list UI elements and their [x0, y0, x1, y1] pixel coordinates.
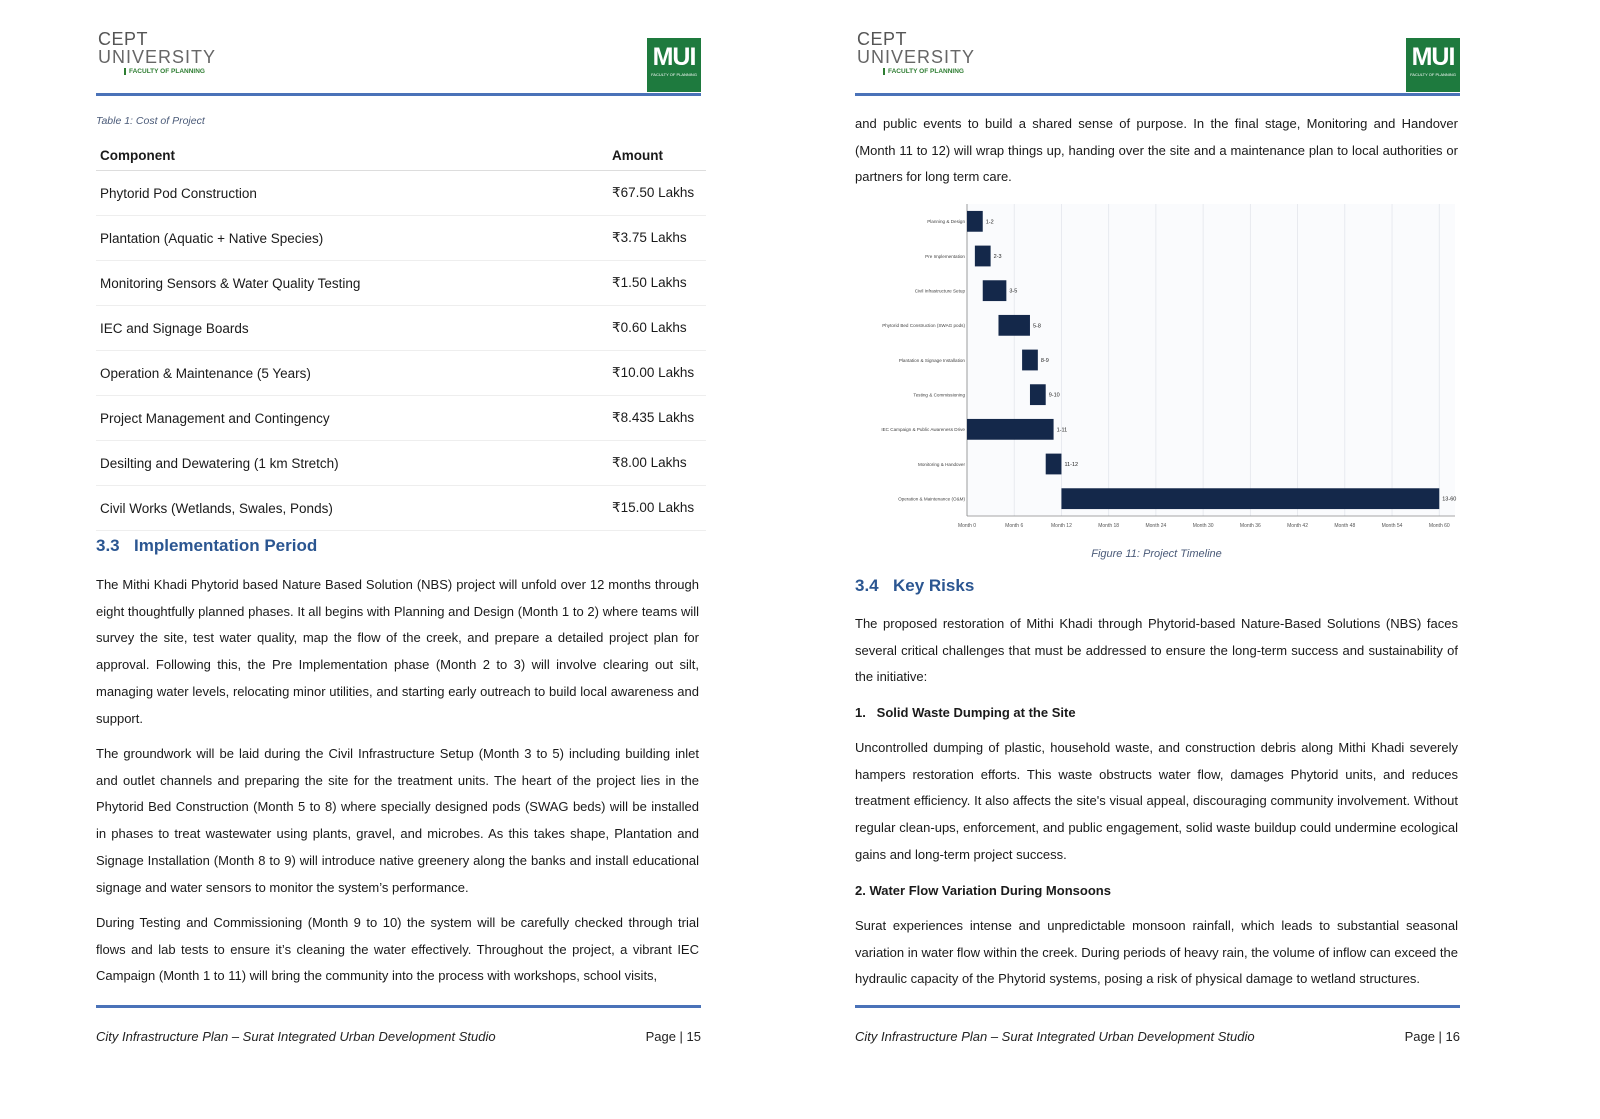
- header-rule: [96, 93, 701, 96]
- table-row: [96, 441, 706, 486]
- amount-cell: ₹15.00 Lakhs: [608, 486, 706, 531]
- section-title: Implementation Period: [134, 536, 318, 555]
- figure-caption: Figure 11: Project Timeline: [1091, 548, 1222, 560]
- table-row: [96, 351, 706, 396]
- component-cell: Project Management and Contingency: [96, 396, 608, 441]
- column-header-amount: Amount: [608, 140, 706, 171]
- bar-data-label: 9-10: [1048, 392, 1060, 399]
- x-tick-label: Month 6: [1005, 523, 1024, 529]
- bar-data-label: 3-5: [1009, 288, 1018, 295]
- timeline-bar: [975, 246, 991, 267]
- x-tick-label: Month 48: [1334, 523, 1356, 529]
- table-row: [96, 216, 706, 261]
- x-tick-label: Month 60: [1428, 523, 1450, 529]
- timeline-bar: [983, 280, 1007, 301]
- section-title: Key Risks: [893, 576, 975, 595]
- footer-title: City Infrastructure Plan – Surat Integrated Urban Development Studio: [96, 1029, 496, 1044]
- cost-table: [96, 140, 706, 531]
- cept-university-logo: CEPT UNIVERSITY FACULTY OF PLANNING: [98, 29, 217, 75]
- header-rule: [855, 93, 1460, 96]
- table-caption: Table 1: Cost of Project: [96, 115, 205, 127]
- x-tick-label: Month 0: [957, 523, 977, 529]
- project-timeline-chart: [855, 202, 1458, 530]
- table-row: [96, 486, 706, 531]
- y-category-label: Testing & Commissioning: [913, 392, 965, 398]
- bar-data-label: 2-3: [993, 254, 1002, 260]
- y-category-label: Operation & Maintenance (O&M): [898, 496, 965, 502]
- bar-data-label: 1-11: [1056, 427, 1068, 434]
- section-number: 3.4: [855, 576, 879, 595]
- page-header: [855, 26, 1460, 98]
- amount-cell: ₹8.435 Lakhs: [608, 396, 706, 441]
- paragraph: The proposed restoration of Mithi Khadi through Phytorid-based Nature-Based Solutions (NBS) faces several critical challenges that must be addressed to ensure the long-term success and sustainability of the initiative:: [855, 616, 1458, 685]
- y-category-label: Planning & Design: [927, 219, 965, 225]
- timeline-bar: [1022, 350, 1038, 371]
- component-cell: Plantation (Aquatic + Native Species): [96, 216, 608, 261]
- component-cell: Monitoring Sensors & Water Quality Testing: [96, 261, 608, 306]
- x-tick-label: Month 42: [1287, 523, 1309, 529]
- x-tick-label: Month 36: [1239, 523, 1261, 529]
- bar-data-label: 11-12: [1064, 462, 1079, 468]
- timeline-bar: [1061, 488, 1439, 509]
- component-cell: Operation & Maintenance (5 Years): [96, 351, 608, 396]
- y-category-label: Phytorid Bed Construction (SWAG pods): [882, 323, 965, 329]
- page-header: [96, 26, 701, 98]
- timeline-bar: [967, 211, 983, 232]
- amount-cell: ₹10.00 Lakhs: [608, 351, 706, 396]
- component-cell: IEC and Signage Boards: [96, 306, 608, 351]
- table-row: [96, 306, 706, 351]
- bar-data-label: 13-60: [1442, 496, 1457, 503]
- component-cell: Desilting and Dewatering (1 km Stretch): [96, 441, 608, 486]
- amount-cell: ₹0.60 Lakhs: [608, 306, 706, 351]
- amount-cell: ₹67.50 Lakhs: [608, 171, 706, 216]
- paragraph: Uncontrolled dumping of plastic, household waste, and construction debris along Mithi Khadi severely hampers restoration efforts. This waste obstructs water flow, damages Phytorid units, and reduces treatment efficiency. It also affects the site's visual appeal, discouraging community involvement. Without regular clean-ups, enforcement, and public engagement, solid waste buildup could undermine ecological gains and long-term project success.: [855, 740, 1458, 862]
- mui-logo: MUI FACULTY OF PLANNING: [647, 38, 701, 92]
- paragraph: The groundwork will be laid during the Civil Infrastructure Setup (Month 3 to 5) including building inlet and outlet channels and preparing the site for the treatment units. The heart of the project lies in the Phytorid Bed Construction (Month 5 to 8) where specially designed pods (SWAG beds) will be installed in phases to treat wastewater using plants, gravel, and microbes. As this takes shape, Plantation and Signage Installation (Month 8 to 9) will introduce native greenery along the banks and install educational signage and water sensors to monitor the system’s performance.: [96, 746, 699, 895]
- risk-heading: 1. Solid Waste Dumping at the Site: [855, 705, 1076, 720]
- timeline-bar: [1030, 384, 1046, 405]
- cept-university-logo: CEPT UNIVERSITY FACULTY OF PLANNING: [857, 29, 976, 75]
- column-header-component: Component: [96, 140, 608, 171]
- table-row: [96, 396, 706, 441]
- paragraph: Surat experiences intense and unpredictable monsoon rainfall, which leads to substantial seasonal variation in water flow within the creek. During periods of heavy rain, the volume of inflow can exceed the hydraulic capacity of the Phytorid systems, posing a risk of physical damage to wetland structures.: [855, 918, 1458, 987]
- bar-data-label: 5-8: [1032, 323, 1041, 330]
- paragraph: The Mithi Khadi Phytorid based Nature Based Solution (NBS) project will unfold over 12 months through eight thoughtfully planned phases. It all begins with Planning and Design (Month 1 to 2) where teams will survey the site, test water quality, map the flow of the creek, and prepare a detailed project plan for approval. Following this, the Pre Implementation phase (Month 2 to 3) will involve clearing out silt, managing water levels, relocating minor utilities, and starting early outreach to build local awareness and support.: [96, 577, 699, 726]
- bar-data-label: 8-9: [1040, 358, 1049, 364]
- section-heading-3-3: [96, 536, 317, 556]
- mui-logo: MUI FACULTY OF PLANNING: [1406, 38, 1460, 92]
- gantt-chart-svg: [855, 202, 1458, 530]
- y-category-label: Monitoring & Handover: [918, 461, 965, 467]
- table-row: [96, 171, 706, 216]
- x-tick-label: Month 18: [1098, 523, 1120, 529]
- footer-rule: [855, 1005, 1460, 1008]
- page-number: Page | 15: [645, 1029, 701, 1044]
- bar-data-label: 1-2: [985, 219, 994, 226]
- y-category-label: Plantation & Signage Installation: [898, 357, 965, 363]
- section-heading-3-4: [855, 576, 974, 596]
- paragraph: and public events to build a shared sense of purpose. In the final stage, Monitoring and Handover (Month 11 to 12) will wrap things up, handing over the site and a maintenance plan to local authorities or partners for long term care.: [855, 116, 1458, 185]
- timeline-bar: [998, 315, 1029, 336]
- x-tick-label: Month 30: [1192, 523, 1214, 529]
- timeline-bar: [967, 419, 1054, 440]
- amount-cell: ₹3.75 Lakhs: [608, 216, 706, 261]
- timeline-bar: [1046, 454, 1062, 475]
- section-number: 3.3: [96, 536, 120, 555]
- x-tick-label: Month 24: [1145, 523, 1167, 529]
- y-category-label: IEC Campaign & Public Awareness Drive: [881, 427, 965, 433]
- table-header-row: [96, 140, 706, 171]
- footer-rule: [96, 1005, 701, 1008]
- paragraph: During Testing and Commissioning (Month 9 to 10) the system will be carefully checked through trial flows and lab tests to ensure it’s cleaning the water effectively. Throughout the project, a vibrant IEC Campaign (Month 1 to 11) will bring the community into the process with workshops, school visits,: [96, 915, 699, 984]
- page-number: Page | 16: [1404, 1029, 1460, 1044]
- amount-cell: ₹8.00 Lakhs: [608, 441, 706, 486]
- risk-heading: 2. Water Flow Variation During Monsoons: [855, 883, 1111, 898]
- y-category-label: Civil Infrastructure Setup: [914, 288, 965, 294]
- x-tick-label: Month 12: [1051, 523, 1072, 529]
- component-cell: Civil Works (Wetlands, Swales, Ponds): [96, 486, 608, 531]
- component-cell: Phytorid Pod Construction: [96, 171, 608, 216]
- page-15: [96, 0, 701, 1119]
- amount-cell: ₹1.50 Lakhs: [608, 261, 706, 306]
- page-16: [855, 0, 1460, 1119]
- table-row: [96, 261, 706, 306]
- x-tick-label: Month 54: [1381, 523, 1403, 529]
- y-category-label: Pre Implementation: [925, 253, 965, 259]
- footer-title: City Infrastructure Plan – Surat Integrated Urban Development Studio: [855, 1029, 1255, 1044]
